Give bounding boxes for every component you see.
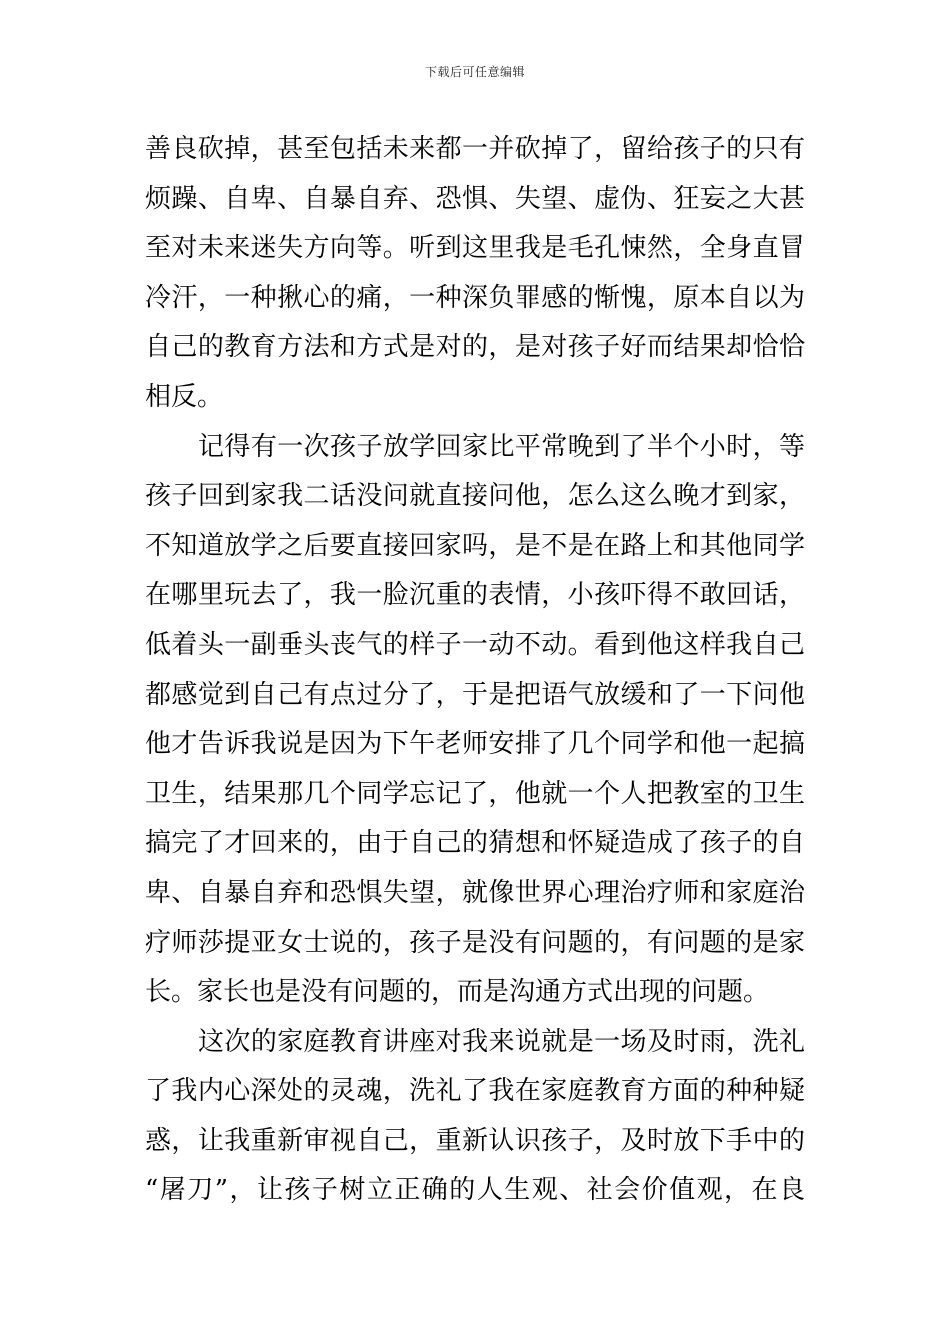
page-header: 下载后可任意编辑: [424, 65, 525, 79]
text-line: 了我内心深处的灵魂，洗礼了我在家庭教育方面的种种疑: [145, 1076, 805, 1107]
paragraph-first-line: 这次的家庭教育讲座对我来说就是一场及时雨，洗礼: [198, 1026, 805, 1057]
body-text: [145, 125, 805, 1216]
text-line: 搞完了才回来的，由于自己的猜想和怀疑造成了孩子的自: [145, 828, 805, 859]
text-line: 卑、自暴自弃和恐惧失望，就像世界心理治疗师和家庭治: [145, 877, 805, 908]
text-line: 他才告诉我说是因为下午老师安排了几个同学和他一起搞: [145, 729, 805, 760]
text-line: 疗师莎提亚女士说的，孩子是没有问题的，有问题的是家: [145, 927, 805, 958]
text-line: 孩子回到家我二话没问就直接问他，怎么这么晚才到家，: [145, 481, 805, 512]
paragraph-first-line: 记得有一次孩子放学回家比平常晚到了半个小时，等: [198, 431, 805, 462]
text-line: 在哪里玩去了，我一脸沉重的表情，小孩吓得不敢回话，: [145, 580, 805, 611]
text-line: “屠刀”，让孩子树立正确的人生观、社会价值观，在良: [145, 1175, 805, 1206]
text-line: 卫生，结果那几个同学忘记了，他就一个人把教室的卫生: [145, 778, 805, 809]
text-line: 都感觉到自己有点过分了，于是把语气放缓和了一下问他: [145, 679, 805, 710]
text-line: 烦躁、自卑、自暴自弃、恐惧、失望、虚伪、狂妄之大甚: [145, 183, 805, 214]
text-line: 善良砍掉，甚至包括未来都一并砍掉了，留给孩子的只有: [145, 134, 805, 164]
text-line: 惑，让我重新审视自己，重新认识孩子，及时放下手中的: [145, 1125, 805, 1156]
text-line: 冷汗，一种揪心的痛，一种深负罪感的惭愧，原本自以为: [145, 282, 805, 313]
text-line: 自己的教育方法和方式是对的，是对孩子好而结果却恰恰: [145, 332, 805, 363]
text-line: 至对未来迷失方向等。听到这里我是毛孔悚然，全身直冒: [145, 233, 805, 264]
text-line: 不知道放学之后要直接回家吗，是不是在路上和其他同学: [145, 530, 805, 561]
text-line: 低着头一副垂头丧气的样子一动不动。看到他这样我自己: [145, 629, 805, 660]
text-line: 长。家长也是没有问题的，而是沟通方式出现的问题。: [145, 977, 770, 1008]
text-line: 相反。: [145, 381, 224, 412]
